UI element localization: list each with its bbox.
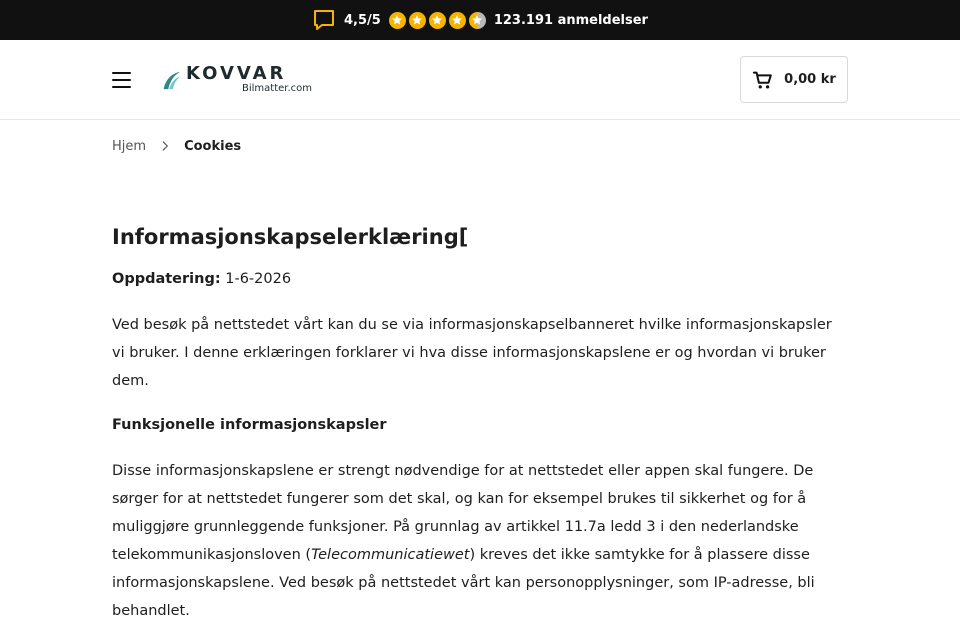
intro-paragraph: Ved besøk på nettstedet vårt kan du se via informasjonskapselbanneret hvilke informasjonskapsler vi bruker. I denne erklæringen forklarer vi hva disse informasjonskapslene er og hvordan vi bruker dem. <box>112 317 832 389</box>
menu-icon[interactable] <box>112 68 136 92</box>
star-icon <box>409 12 426 29</box>
rating-stars <box>389 12 486 29</box>
law-name: Telecommunicatiewet <box>311 547 470 563</box>
update-date <box>112 269 848 289</box>
main-content <box>0 223 960 625</box>
site-logo[interactable] <box>160 65 312 94</box>
review-count: 123.191 anmeldelser <box>493 12 648 28</box>
logo-mark-icon <box>160 69 182 91</box>
logo-title: KOVVAR <box>186 63 287 84</box>
update-value: 1-6-2026 <box>220 271 292 287</box>
site-header <box>0 40 960 120</box>
update-label: Oppdatering: <box>112 271 221 287</box>
functional-paragraph <box>112 457 848 625</box>
chevron-right-icon <box>158 139 172 153</box>
logo-subtitle: Bilmatter.com <box>242 83 313 94</box>
star-icon <box>389 12 406 29</box>
page-title: Informasjonskapselerklæring[ <box>112 225 469 249</box>
functional-text-part-1: Disse informasjonskapslene er strengt nødvendige for at nettstedet eller appen skal fungere. De sørger for at nettstedet fungerer som det skal, og kan for eksempel brukes til sikkerhet og for å muliggjøre grunnleggende funksjoner. På grunnlag av artikkel 11.7a ledd 3 i den nederlandske telekommunikasjonsloven ( <box>112 463 814 563</box>
functional-text-part-2: ) kreves det ikke samtykke for å plassere disse informasjonskapslene. Ved besøk på nettstedet vårt kan personopplysninger, som IP-adresse, bli behandlet. <box>112 547 815 619</box>
half-star-icon <box>469 12 486 29</box>
star-icon <box>449 12 466 29</box>
rating-bar <box>0 0 960 40</box>
shopping-cart-icon <box>752 69 774 91</box>
rating-score: 4,5/5 <box>344 12 381 28</box>
breadcrumb <box>0 137 960 155</box>
star-icon <box>429 12 446 29</box>
breadcrumb-current: Cookies <box>184 138 242 154</box>
cart-amount: 0,00 kr <box>784 72 836 87</box>
breadcrumb-home-link[interactable]: Hjem <box>112 138 147 154</box>
section-heading-functional: Funksjonelle informasjonskapsler <box>112 417 387 433</box>
chat-bubble-icon <box>312 8 336 32</box>
cart-button[interactable] <box>740 56 848 103</box>
